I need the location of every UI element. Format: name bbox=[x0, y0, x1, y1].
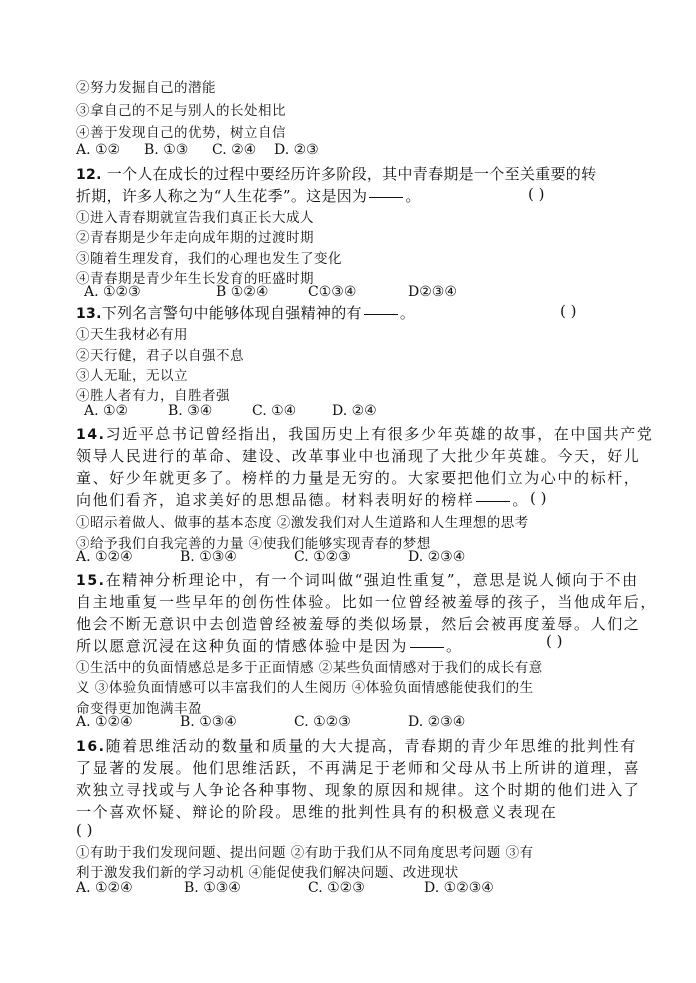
q12-answer-paren: ( ) bbox=[528, 185, 545, 203]
q14-blank bbox=[476, 500, 510, 502]
q13-number: 13. bbox=[76, 306, 102, 322]
q16-stem-line-1: 16.随着思维活动的数量和质量的大大提高，青春期的青少年思维的批判性有 bbox=[76, 737, 637, 755]
q14-choice-c: C. ①②③ bbox=[294, 549, 351, 565]
q14-options-line-1: ①昭示着做人、做事的基本态度 ②激发我们对人生道路和人生理想的思考 bbox=[76, 515, 529, 531]
q15-options-line-1: ①生活中的负面情感总是多于正面情感 ②某些负面情感对于我们的成长有意 bbox=[76, 660, 543, 676]
q15-choice-a: A. ①②④ bbox=[76, 714, 133, 730]
q15-answer-paren: ( ) bbox=[546, 632, 563, 650]
q13-answer-choices bbox=[84, 403, 377, 419]
q16-answer-choices bbox=[76, 880, 494, 896]
q12-number: 12. bbox=[76, 167, 102, 183]
q16-choice-b: B. ①③④ bbox=[184, 880, 241, 896]
q15-options-line-2: 义 ③体验负面情感可以丰富我们的人生阅历 ④体验负面情感能使我们的生 bbox=[76, 680, 534, 696]
q13-choice-b: B. ③④ bbox=[168, 403, 213, 419]
q13-choice-a: A. ①② bbox=[84, 403, 129, 419]
q12-choice-b: B ①②④ bbox=[216, 284, 269, 300]
q11-option-2: ②努力发掘自己的潜能 bbox=[76, 80, 216, 96]
q13-stem: 13.下列名言警句中能够体现自强精神的有 。 bbox=[76, 304, 416, 322]
q12-option-4: ④青春期是青少年生长发育的旺盛时期 bbox=[76, 271, 314, 287]
q15-choice-b: B. ①③④ bbox=[180, 714, 237, 730]
q16-choice-d: D. ①②③④ bbox=[424, 880, 494, 896]
q15-choice-d: D. ②③④ bbox=[408, 714, 466, 730]
q16-choice-c: C. ①②③ bbox=[308, 880, 365, 896]
q15-stem-line-4: 所以愿意沉浸在这种负面的情感体验中是因为 。 bbox=[76, 637, 463, 655]
q15-options-line-3: 命变得更加饱满丰盈 bbox=[76, 701, 202, 717]
q15-choice-c: C. ①②③ bbox=[294, 714, 351, 730]
q15-stem-line-3: 他会不断无意识中去创造曾经被羞辱的类似场景，然后会被再度羞辱。人们之 bbox=[76, 615, 641, 633]
q13-option-4: ④胜人者有力，自胜者强 bbox=[76, 388, 230, 404]
q14-answer-choices bbox=[76, 549, 465, 565]
q16-stem-line-3: 欢独立寻找或与人争论各种事物、现象的原因和规律。这个时期的他们进入了 bbox=[76, 781, 641, 799]
q11-choice-b: B. ①③ bbox=[144, 142, 189, 158]
q12-stem-line-1: 12. 一个人在成长的过程中要经历许多阶段，其中青春期是一个至关重要的转 bbox=[76, 165, 597, 183]
q14-stem-line-1: 14.习近平总书记曾经指出，我国历史上有很多少年英雄的故事，在中国共产党 bbox=[76, 425, 654, 443]
q11-choice-a: A. ①② bbox=[76, 142, 121, 158]
q15-number: 15. bbox=[76, 573, 106, 589]
q15-blank bbox=[410, 646, 444, 648]
q16-stem-line-4: 一个喜欢怀疑、辩论的阶段。思维的批判性具有的积极意义表现在 bbox=[76, 803, 558, 821]
q11-option-3: ③拿自己的不足与别人的长处相比 bbox=[76, 103, 286, 119]
q14-stem-line-4: 向他们看齐，追求美好的思想品德。材料表明好的榜样 。 bbox=[76, 491, 530, 509]
q13-option-3: ③人无耻，无以立 bbox=[76, 368, 188, 384]
q15-answer-choices bbox=[76, 714, 465, 730]
q14-answer-paren: ( ) bbox=[530, 489, 547, 507]
q14-options-line-2: ③给予我们自我完善的力量 ④使我们能够实现青春的梦想 bbox=[76, 536, 431, 552]
q12-choice-a: A. ①②③ bbox=[84, 284, 141, 300]
q11-option-4: ④善于发现自己的优势，树立自信 bbox=[76, 125, 286, 141]
q15-stem-line-2: 自主地重复一些早年的创伤性体验。比如一位曾经被羞辱的孩子，当他成年后， bbox=[76, 593, 658, 611]
q16-choice-a: A. ①②④ bbox=[76, 880, 133, 896]
q11-choice-c: C. ②④ bbox=[212, 142, 257, 158]
q16-answer-paren: ( ) bbox=[76, 821, 93, 839]
q16-stem-line-2: 了显著的发展。他们思维活跃，不再满足于老师和父母从书上所讲的道理，喜 bbox=[76, 759, 641, 777]
q14-choice-b: B. ①③④ bbox=[180, 549, 237, 565]
q16-options-line-2: 利于激发我们新的学习动机 ④能促使我们解决问题、改进现状 bbox=[76, 865, 459, 881]
q13-blank bbox=[364, 313, 398, 315]
q14-choice-a: A. ①②④ bbox=[76, 549, 133, 565]
q14-choice-d: D. ②③④ bbox=[408, 549, 466, 565]
q14-stem-line-2: 领导人民进行的革命、建设、改革事业中也涌现了大批少年英雄。今天，好儿 bbox=[76, 447, 641, 465]
q13-choice-d: D. ②④ bbox=[332, 403, 377, 419]
q16-options-line-1: ①有助于我们发现问题、提出问题 ②有助于我们从不同角度思考问题 ③有 bbox=[76, 845, 534, 861]
q13-option-1: ①天生我材必有用 bbox=[76, 327, 188, 343]
q12-blank bbox=[369, 196, 403, 198]
q13-answer-paren: ( ) bbox=[560, 302, 577, 320]
q12-stem-line-2: 折期，许多人称之为“人生花季”。这是因为 。 bbox=[76, 187, 421, 205]
q12-option-1: ①进入青春期就宣告我们真正长大成人 bbox=[76, 210, 314, 226]
q15-stem-line-1: 15.在精神分析理论中，有一个词叫做“强迫性重复”，意思是说人倾向于不由 bbox=[76, 571, 639, 589]
q12-answer-choices bbox=[84, 284, 457, 300]
q13-choice-c: C. ①④ bbox=[252, 403, 297, 419]
q12-option-3: ③随着生理发育，我们的心理也发生了变化 bbox=[76, 251, 342, 267]
q14-number: 14. bbox=[76, 427, 106, 443]
q12-choice-c: C①③④ bbox=[308, 284, 357, 300]
q13-option-2: ②天行健，君子以自强不息 bbox=[76, 348, 244, 364]
q12-option-2: ②青春期是少年走向成年期的过渡时期 bbox=[76, 230, 314, 246]
q16-number: 16. bbox=[76, 739, 106, 755]
q14-stem-line-3: 童、好少年就更多了。榜样的力量是无穷的。大家要把他们立为心中的标杆， bbox=[76, 469, 641, 487]
q11-choice-d: D. ②③ bbox=[274, 142, 319, 158]
q12-choice-d: D②③④ bbox=[408, 284, 457, 300]
q11-answer-choices bbox=[76, 142, 319, 158]
